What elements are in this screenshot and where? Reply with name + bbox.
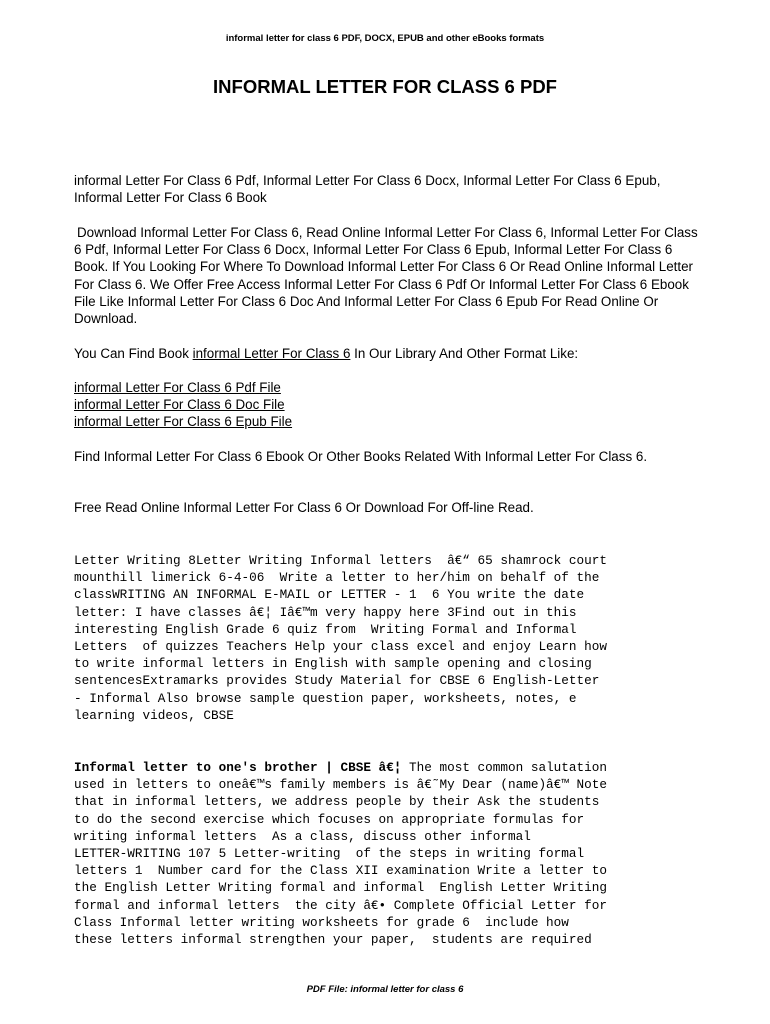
description-text: Download Informal Letter For Class 6, Read Online Informal Letter For Class 6, Informal Letter For Class 6 Pdf, Informal Letter For Class 6 Docx, Informal Letter For Class 6 Epub, Informal Letter For Class 6 Book. If You Looking For Where To Download Informal Letter For Class 6 Or Read Online Informal Letter For Class 6. We Offer Free Access Informal Letter For Class 6 Pdf Or Informal Letter For Class 6 Ebook File Like Informal Letter For Class 6 Doc And Informal Letter For Class 6 Epub For Read Online Or Download.	[74, 225, 698, 327]
excerpt-one: Letter Writing 8Letter Writing Informal letters â€“ 65 shamrock court mounthill limerick 6-4-06 Write a letter to her/him on behalf of the classWRITING AN INFORMAL E-MAIL or LETTER - 1 6 You write the date letter: I have classes â€¦ Iâ€™m very happy here 3Find out in this interesting English Grade 6 quiz from Writing Formal and Informal Letters of quizzes Teachers Help your class excel and enjoy Learn how to write informal letters in English with sample opening and closing sentencesExtramarks provides Study Material for CBSE 6 English-Letter - Informal Also browse sample question paper, worksheets, notes, e learning videos, CBSE	[74, 553, 607, 723]
free-read-text: Free Read Online Informal Letter For Class 6 Or Download For Off-line Read.	[74, 500, 534, 515]
excerpt-two-heading: Informal letter to one's brother | CBSE â€¦	[74, 760, 402, 775]
keywords-text: informal Letter For Class 6 Pdf, Informal Letter For Class 6 Docx, Informal Letter For Class 6 Epub, Informal Letter For Class 6 Book	[74, 173, 661, 206]
find-book-text	[74, 345, 704, 362]
page-header: informal letter for class 6 PDF, DOCX, EPUB and other eBooks formats	[225, 33, 545, 44]
epub-file-link[interactable]: informal Letter For Class 6 Epub File	[74, 414, 293, 429]
find-book-prefix: You Can Find Book	[74, 346, 193, 361]
excerpt-two	[74, 759, 734, 948]
find-book-suffix: In Our Library And Other Format Like:	[350, 346, 579, 361]
free-read-paragraph	[74, 499, 704, 516]
related-text: Find Informal Letter For Class 6 Ebook Or Other Books Related With Informal Letter For Class 6.	[74, 449, 648, 464]
pdf-file-link[interactable]: informal Letter For Class 6 Pdf File	[74, 380, 281, 395]
page-footer: PDF File: informal letter for class 6	[306, 984, 464, 995]
file-links-list	[74, 379, 704, 430]
book-link[interactable]: informal Letter For Class 6	[192, 346, 351, 361]
doc-file-link[interactable]: informal Letter For Class 6 Doc File	[74, 397, 285, 412]
keywords-paragraph	[74, 172, 704, 206]
find-book-paragraph	[74, 345, 704, 362]
excerpt-two-body: The most common salutation used in letters to oneâ€™s family members is â€˜My Dear (name)â€™ Note that in informal letters, we address people by their Ask the students to do the second exercise which focuses on appropriate formulas for writing informal letters As a class, discuss other informal LETTER-WRITING 107 5 Letter-writing of the steps in writing formal letters 1 Number card for the Class XII examination Write a letter to the English Letter Writing formal and informal English Letter Writing formal and informal letters the city â€• Complete Official Letter for Class Informal letter writing worksheets for grade 6 include how these letters informal strengthen your paper, students are required	[74, 760, 607, 948]
description-paragraph	[74, 224, 704, 327]
page-title: INFORMAL LETTER FOR CLASS 6 PDF	[213, 76, 557, 97]
related-paragraph	[74, 448, 704, 465]
